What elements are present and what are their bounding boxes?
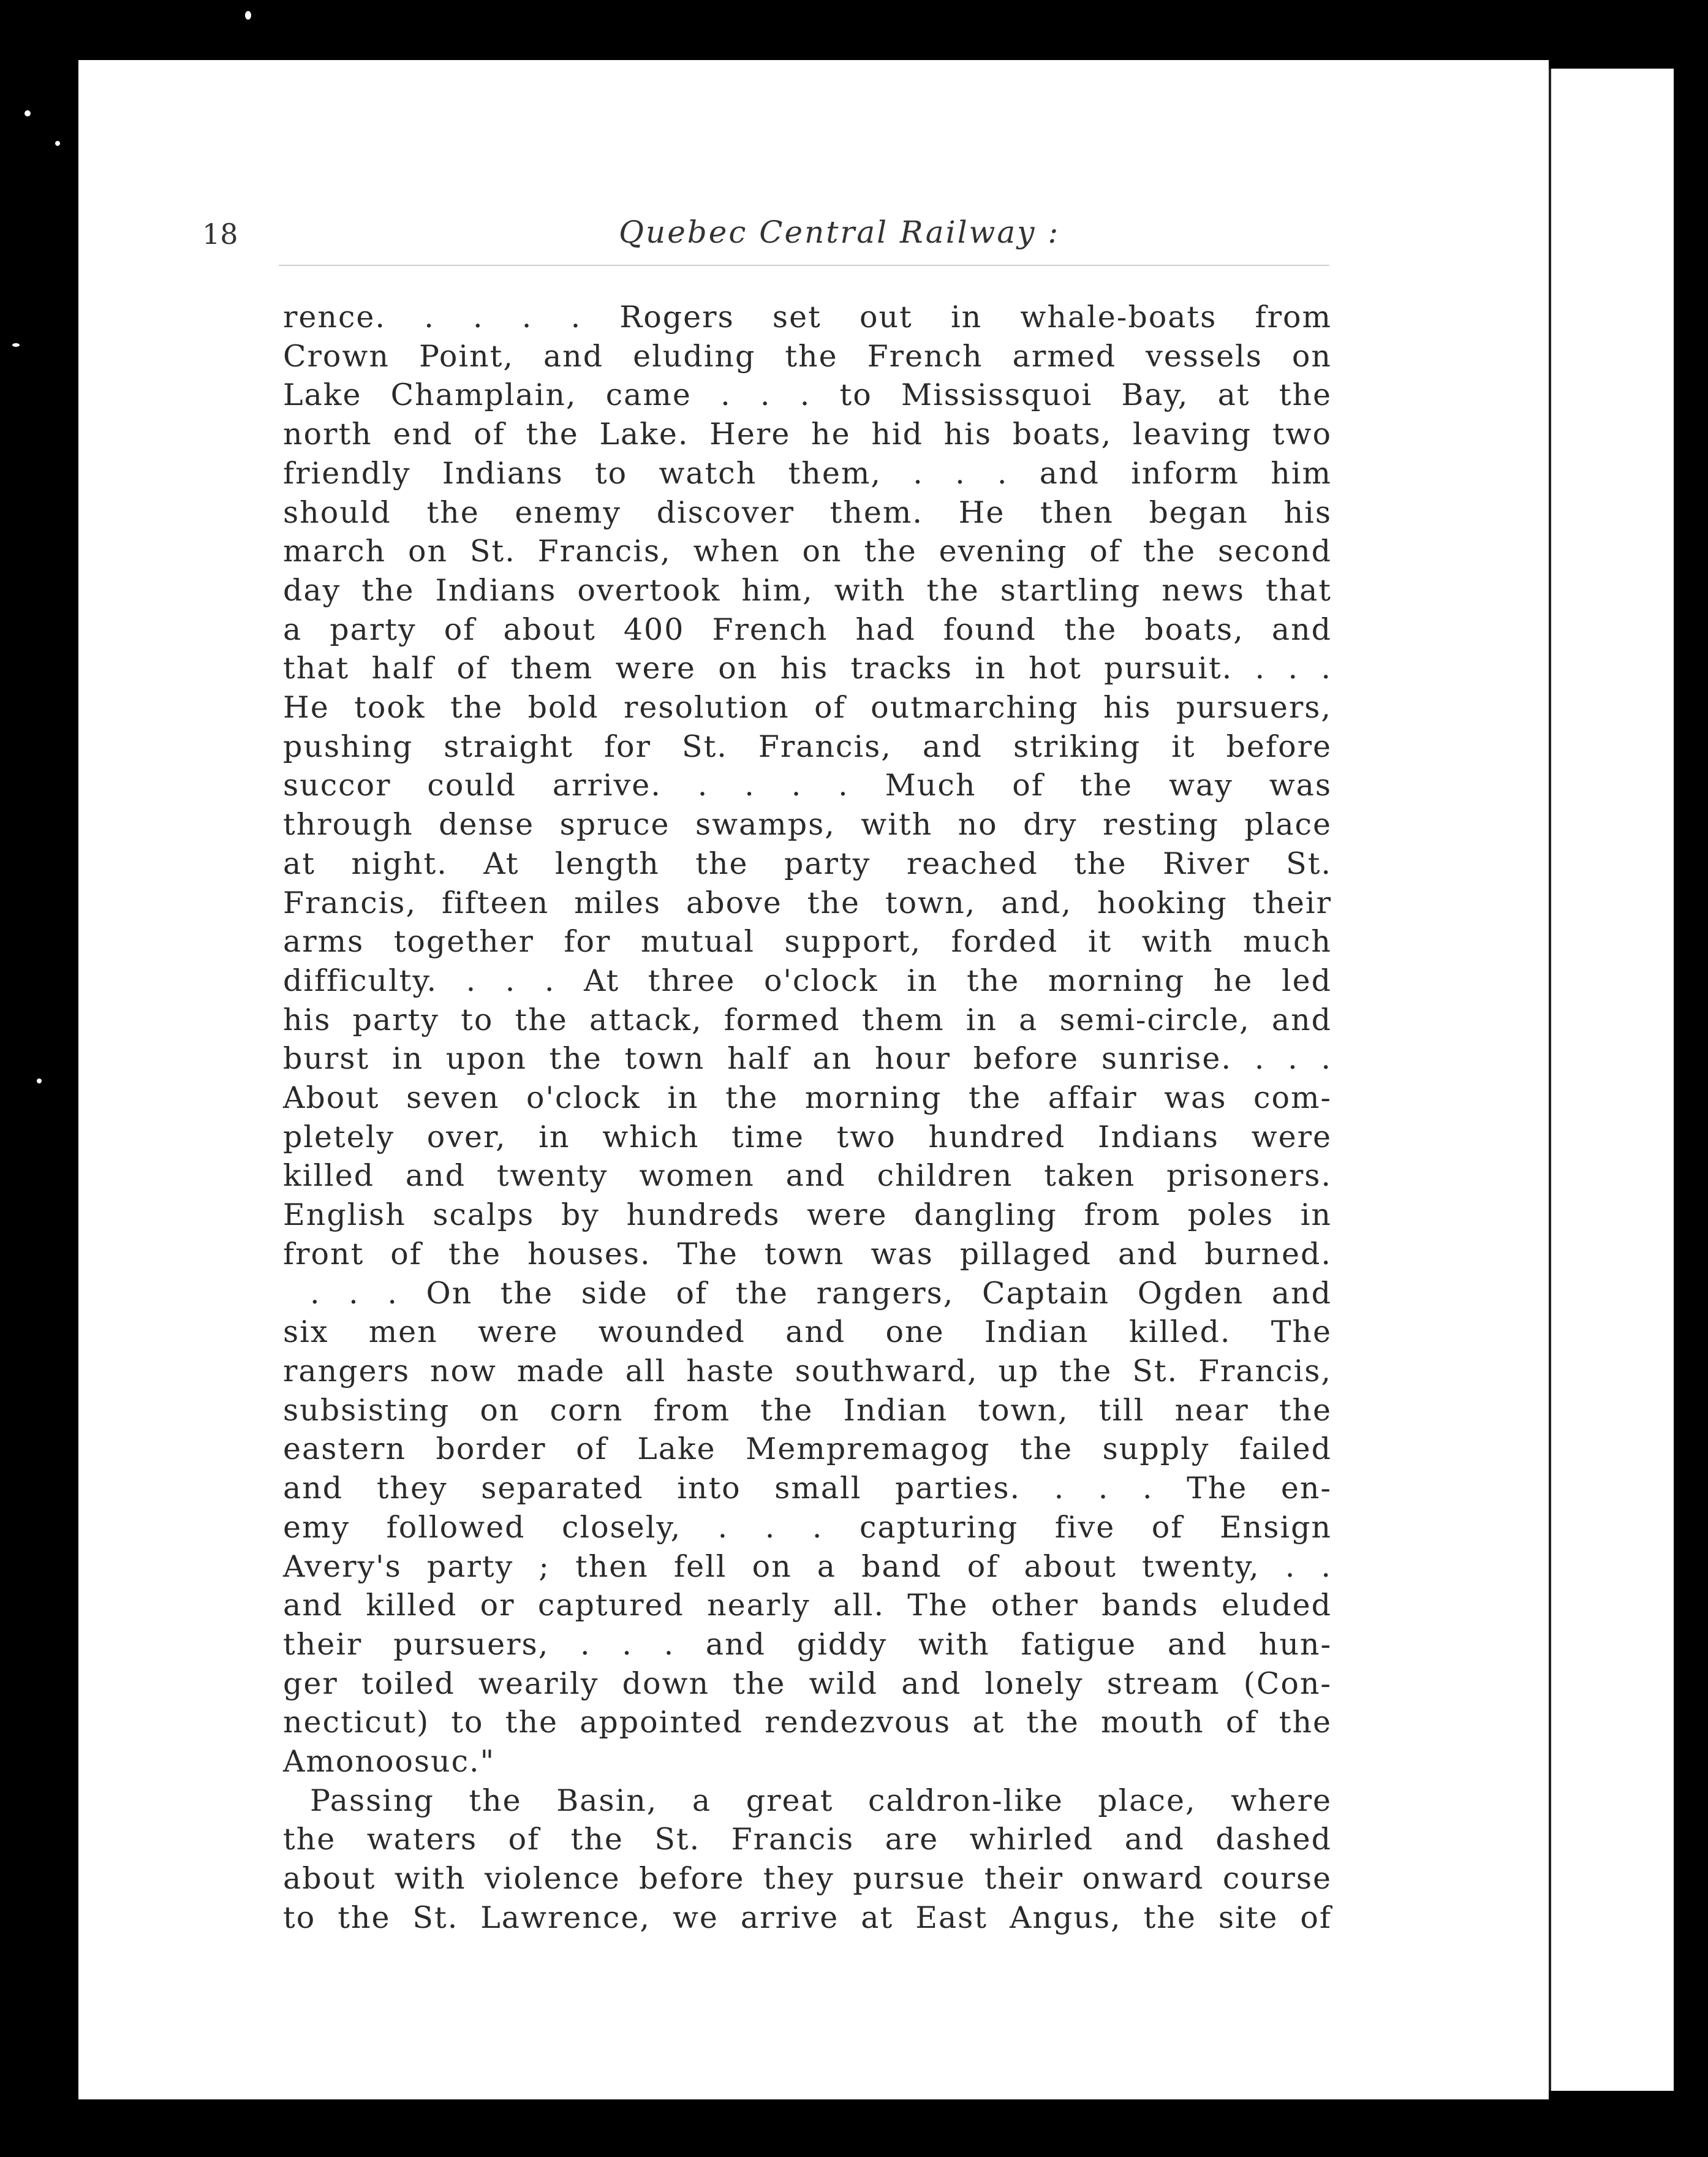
text-line: north end of the Lake. Here he hid his boats, leaving two bbox=[283, 417, 1332, 452]
text-line: Crown Point, and eluding the French armed vessels on bbox=[283, 338, 1332, 374]
text-line: day the Indians overtook him, with the startling news that bbox=[283, 572, 1332, 608]
scan-dust bbox=[37, 1078, 42, 1083]
text-line: . . . On the side of the rangers, Captain Ogden and bbox=[310, 1275, 1332, 1311]
text-line: his party to the attack, formed them in a semi-circle, and bbox=[283, 1002, 1332, 1037]
text-line: their pursuers, . . . and giddy with fatigue and hun- bbox=[283, 1626, 1332, 1662]
text-line: necticut) to the appointed rendezvous at the mouth of the bbox=[283, 1705, 1332, 1740]
text-line: front of the houses. The town was pillaged and burned. bbox=[283, 1236, 1332, 1272]
text-line: and they separated into small parties. . . . The en- bbox=[283, 1471, 1332, 1506]
text-line: rence. . . . . Rogers set out in whale-boats from bbox=[283, 300, 1332, 335]
text-line: about with violence before they pursue their onward course bbox=[283, 1861, 1332, 1897]
text-line: a party of about 400 French had found the boats, and bbox=[283, 612, 1332, 647]
text-line: Passing the Basin, a great caldron-like place, where bbox=[310, 1783, 1332, 1818]
text-line: should the enemy discover them. He then began his bbox=[283, 495, 1332, 530]
text-line: pushing straight for St. Francis, and striking it before bbox=[283, 729, 1332, 764]
text-line: arms together for mutual support, forded it with much bbox=[283, 924, 1332, 960]
text-line: Lake Champlain, came . . . to Mississquoi Bay, at the bbox=[283, 377, 1332, 413]
text-line: to the St. Lawrence, we arrive at East Angus, the site of bbox=[283, 1900, 1332, 1935]
text-line: difficulty. . . . At three o'clock in the morning he led bbox=[283, 963, 1332, 998]
text-line: through dense spruce swamps, with no dry resting place bbox=[283, 807, 1332, 843]
text-line: He took the bold resolution of outmarching his pursuers, bbox=[283, 690, 1332, 726]
text-line: About seven o'clock in the morning the affair was com- bbox=[283, 1080, 1332, 1116]
text-line: eastern border of Lake Mempremagog the supply failed bbox=[283, 1431, 1332, 1467]
text-line: at night. At length the party reached the River St. bbox=[283, 846, 1332, 881]
text-line: Avery's party ; then fell on a band of about twenty, . . bbox=[283, 1549, 1332, 1584]
scan-dust bbox=[25, 110, 31, 116]
text-line: killed and twenty women and children taken prisoners. bbox=[283, 1158, 1332, 1194]
text-line: and killed or captured nearly all. The other bands eluded bbox=[283, 1588, 1332, 1623]
text-line: rangers now made all haste southward, up the St. Francis, bbox=[283, 1353, 1332, 1389]
header-rule bbox=[279, 265, 1329, 266]
text-line: march on St. Francis, when on the evening of the second bbox=[283, 534, 1332, 569]
text-line: English scalps by hundreds were dangling from poles in bbox=[283, 1197, 1332, 1233]
text-line: succor could arrive. . . . . Much of the way was bbox=[283, 768, 1332, 803]
facing-page-edge bbox=[1549, 69, 1674, 2091]
scan-dust bbox=[245, 11, 251, 20]
text-line: Amonoosuc." bbox=[283, 1744, 496, 1780]
text-line: burst in upon the town half an hour before sunrise. . . . bbox=[283, 1041, 1332, 1077]
text-line: Francis, fifteen miles above the town, and, hooking their bbox=[283, 885, 1332, 920]
text-line: friendly Indians to watch them, . . . and inform him bbox=[283, 455, 1332, 491]
running-head: Quebec Central Railway : bbox=[619, 214, 1060, 250]
text-line: pletely over, in which time two hundred Indians were bbox=[283, 1119, 1332, 1154]
text-line: that half of them were on his tracks in hot pursuit. . . . bbox=[283, 651, 1332, 686]
text-line: emy followed closely, . . . capturing five of Ensign bbox=[283, 1509, 1332, 1545]
text-line: ger toiled wearily down the wild and lonely stream (Con- bbox=[283, 1666, 1332, 1701]
text-line: subsisting on corn from the Indian town, till near the bbox=[283, 1392, 1332, 1428]
text-line: six men were wounded and one Indian killed. The bbox=[283, 1314, 1332, 1350]
scan-dust bbox=[55, 141, 60, 146]
scan-dust bbox=[12, 343, 20, 347]
page-number: 18 bbox=[202, 218, 238, 251]
text-line: the waters of the St. Francis are whirled and dashed bbox=[283, 1822, 1332, 1857]
body-text bbox=[283, 298, 1332, 1938]
